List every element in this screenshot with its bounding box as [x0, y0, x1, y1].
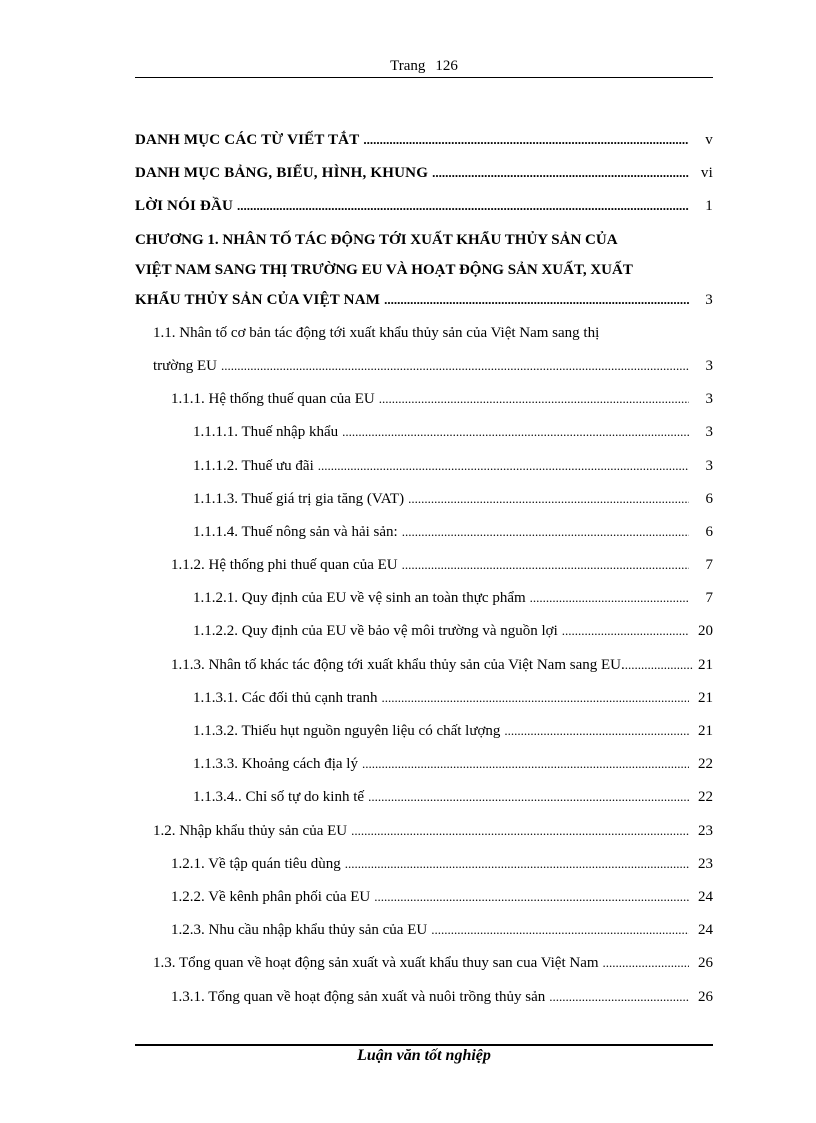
toc-entry-page: 3 [705, 291, 713, 308]
toc-leader-dots [625, 657, 693, 673]
toc-entry-page: 26 [698, 955, 713, 972]
toc-leader-dots [431, 922, 689, 938]
toc-entry-title: LỜI NÓI ĐẦU [135, 198, 234, 215]
toc-entry-page: 6 [705, 523, 713, 540]
toc-entry-1-2[interactable] [135, 823, 713, 856]
toc-entry-1-2-3[interactable] [135, 922, 713, 955]
toc-entry-title: 1.2.1. Về tập quán tiêu dùng [171, 855, 341, 872]
toc-entry-title: 1.1.1.4. Thuế nông sản và hải sản: [193, 523, 398, 540]
toc-entry-1-1-1[interactable] [135, 391, 713, 424]
toc-leader-dots [402, 557, 689, 573]
toc-leader-dots [342, 424, 689, 440]
toc-entry-title: 1.1.3.2. Thiếu hụt nguồn nguyên liệu có chất lượng [193, 723, 501, 739]
toc-entry-1-1-3-2[interactable] [135, 723, 713, 756]
toc-entry-1-2-2[interactable] [135, 889, 713, 922]
toc-entry-tables-figures[interactable] [135, 165, 713, 198]
toc-entry-page: 24 [698, 922, 713, 939]
toc-entry-title: 1.1.1.3. Thuế giá trị gia tăng (VAT) [193, 490, 405, 507]
toc-entry-title: 1.1.1.2. Thuế ưu đãi [193, 457, 314, 474]
toc-entry-page: 3 [705, 424, 713, 441]
toc-entry-title: 1.1.3.4.. Chỉ số tự do kinh tế [193, 789, 365, 806]
page-number: 126 [435, 58, 458, 74]
toc-entry-1-1-2[interactable] [135, 557, 713, 590]
toc-entry-page: 22 [698, 756, 713, 773]
toc-entry-title: 1.1.3.3. Khoảng cách địa lý [193, 756, 358, 773]
toc-leader-dots [318, 458, 689, 474]
toc-leader-dots [382, 690, 689, 706]
toc-leader-dots [504, 723, 689, 739]
toc-leader-dots [530, 590, 689, 606]
toc-entry-1-1-1-1[interactable] [135, 424, 713, 457]
toc-leader-dots [408, 491, 689, 507]
toc-entry-title: 1.1.1. Hệ thống thuế quan của EU [171, 391, 375, 408]
toc-entry-page: 24 [698, 888, 713, 905]
toc-leader-dots [351, 823, 689, 839]
toc-entry-1-1-1-3[interactable] [135, 491, 713, 524]
toc-entry-page: 3 [705, 391, 713, 408]
toc-leader-dots [362, 756, 689, 772]
toc-leader-dots [402, 524, 689, 540]
toc-leader-dots [432, 165, 689, 181]
toc-entry-title: 1.1.1.1. Thuế nhập khẩu [193, 424, 339, 441]
toc-entry-title-line: 1.1. Nhân tố cơ bản tác động tới xuất khẩu thủy sản của Việt Nam sang thị [153, 324, 600, 341]
toc-entry-1-3[interactable] [135, 955, 713, 988]
toc-leader-dots [549, 989, 689, 1005]
toc-entry-title: 1.1.3. Nhân tố khác tác động tới xuất khẩu thủy sản của Việt Nam sang EU. [171, 656, 625, 673]
toc-leader-dots [603, 955, 689, 971]
toc-entry-page: 21 [698, 723, 713, 739]
toc-entry-1-2-1[interactable] [135, 856, 713, 889]
toc-entry-1-1-1-4[interactable] [135, 524, 713, 557]
toc-entry-page: vi [700, 165, 713, 182]
toc-entry-page: 26 [698, 988, 713, 1005]
toc-entry-page: 1 [705, 198, 713, 215]
toc-entry-title: 1.2.2. Về kênh phân phối của EU [171, 888, 371, 905]
toc-entry-chapter-1[interactable] [135, 232, 713, 325]
toc-entry-page: 3 [705, 457, 713, 474]
toc-entry-page: 21 [698, 689, 713, 706]
toc-leader-dots [345, 856, 689, 872]
toc-leader-dots [363, 132, 689, 148]
toc-entry-1-1-3[interactable] [135, 657, 713, 690]
toc-leader-dots [368, 789, 689, 805]
toc-entry-title-line: VIỆT NAM SANG THỊ TRƯỜNG EU VÀ HOẠT ĐỘNG SẢN XUẤT, XUẤT [135, 261, 633, 278]
toc-entry-title-line: CHƯƠNG 1. NHÂN TỐ TÁC ĐỘNG TỚI XUẤT KHẨU THỦY SẢN CỦA [135, 231, 618, 248]
toc-entry-1-1-3-1[interactable] [135, 690, 713, 723]
toc-entry-title-line: KHẨU THỦY SẢN CỦA VIỆT NAM [135, 291, 381, 308]
toc-entry-page: 3 [705, 357, 713, 374]
toc-entry-1-1-2-2[interactable] [135, 623, 713, 656]
toc-entry-title: 1.1.2.1. Quy định của EU về vệ sinh an toàn thực phẩm [193, 590, 526, 607]
toc-entry-page: 23 [698, 855, 713, 872]
page-header [135, 58, 713, 78]
toc-leader-dots [237, 198, 689, 214]
toc-entry-title: DANH MỤC CÁC TỪ VIẾT TẮT [135, 132, 360, 148]
toc-entry-page: 7 [705, 590, 713, 607]
toc-entry-page: 22 [698, 789, 713, 806]
toc-entry-title: 1.3. Tổng quan về hoạt động sản xuất và xuất khẩu thuy san cua Việt Nam [153, 955, 599, 972]
toc-entry-title: 1.1.3.1. Các đối thủ cạnh tranh [193, 689, 378, 706]
toc-entry-1-1-2-1[interactable] [135, 590, 713, 623]
toc-leader-dots [562, 623, 689, 639]
toc-entry-title: 1.2.3. Nhu cầu nhập khẩu thủy sản của EU [171, 922, 428, 939]
page-header-label: Trang [390, 58, 426, 74]
footer-divider [135, 1044, 713, 1046]
toc-entry-title: 1.1.2.2. Quy định của EU về bảo vệ môi trường và nguồn lợi [193, 623, 558, 640]
toc-entry-1-3-1[interactable] [135, 989, 713, 1022]
toc-entry-title: 1.2. Nhập khẩu thủy sản của EU [153, 822, 348, 839]
toc-entry-1-1-3-4[interactable] [135, 789, 713, 822]
table-of-contents [135, 132, 713, 1022]
toc-entry-1-1-3-3[interactable] [135, 756, 713, 789]
toc-leader-dots [221, 358, 689, 374]
toc-entry-page: v [705, 132, 713, 148]
toc-entry-1-1[interactable] [135, 325, 713, 391]
toc-entry-preface[interactable] [135, 198, 713, 231]
toc-entry-abbreviations[interactable] [135, 132, 713, 165]
toc-entry-title-line: trường EU [153, 357, 217, 374]
toc-leader-dots [384, 292, 689, 308]
toc-entry-page: 20 [698, 623, 713, 640]
toc-entry-title: 1.1.2. Hệ thống phi thuế quan của EU [171, 557, 398, 574]
page-footer: Luận văn tốt nghiệp [357, 1047, 491, 1064]
toc-entry-page: 23 [698, 822, 713, 839]
toc-entry-page: 7 [705, 557, 713, 574]
toc-entry-title: 1.3.1. Tổng quan về hoạt động sản xuất và nuôi trồng thủy sản [171, 988, 546, 1005]
toc-entry-page: 6 [705, 490, 713, 507]
toc-entry-page: 21 [698, 656, 713, 673]
toc-leader-dots [379, 391, 689, 407]
toc-entry-1-1-1-2[interactable] [135, 458, 713, 491]
toc-entry-title: DANH MỤC BẢNG, BIỂU, HÌNH, KHUNG [135, 165, 429, 182]
toc-leader-dots [374, 889, 689, 905]
